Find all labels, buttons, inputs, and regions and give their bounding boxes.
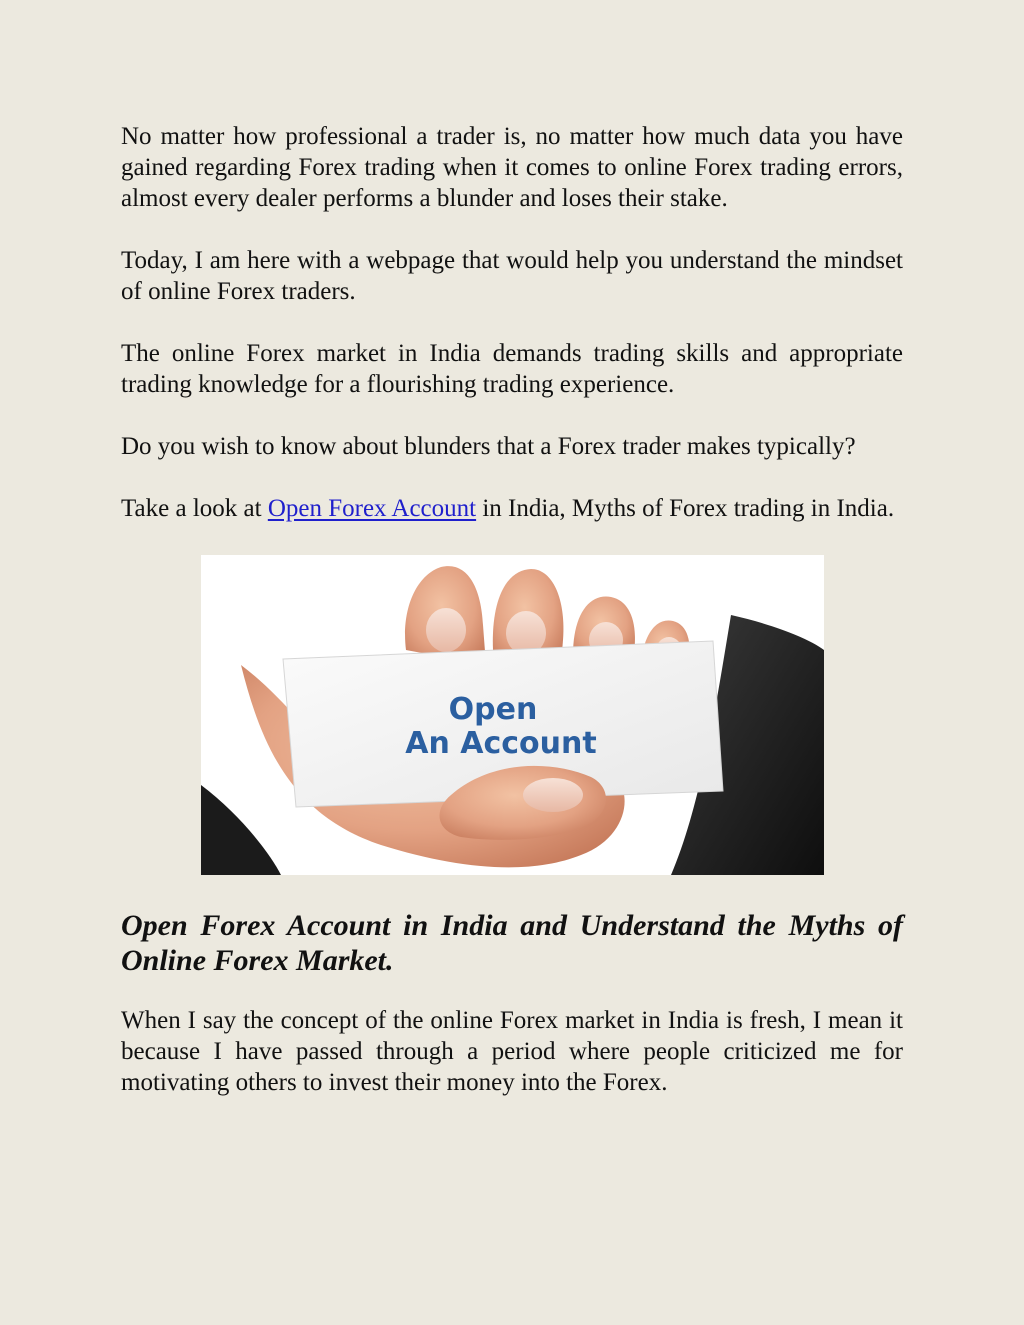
closing-paragraph: When I say the concept of the online Forex market in India is fresh, I mean it because I have passed through a period where people criticized me for motivating others to invest their money into the Forex.: [121, 1007, 903, 1096]
take-a-look-paragraph: [121, 493, 903, 524]
intro-paragraph: No matter how professional a trader is, no matter how much data you have gained regarding Forex trading when it comes to online Forex trading errors, almost every dealer performs a blunder and loses their stake.: [121, 123, 903, 212]
mindset-paragraph: Today, I am here with a webpage that would help you understand the mindset of online Forex traders.: [121, 247, 903, 305]
card-text-line2: An Account: [405, 726, 597, 761]
take-a-look-prefix: Take a look at: [121, 495, 268, 522]
shadow-shape: [201, 785, 281, 875]
blunders-question-paragraph: Do you wish to know about blunders that a Forex trader makes typically?: [121, 433, 856, 460]
card-text-line1: Open: [448, 692, 538, 727]
hand-holding-card-illustration: [201, 555, 824, 875]
nail-thumb: [523, 778, 583, 812]
open-account-card-image: [201, 555, 824, 875]
article-body: [121, 121, 903, 1129]
take-a-look-suffix: in India, Myths of Forex trading in India.: [476, 495, 895, 522]
nail-index: [426, 608, 466, 652]
open-forex-account-link[interactable]: Open Forex Account: [267, 495, 477, 522]
section-heading: Open Forex Account in India and Understand the Myths of Online Forex Market.: [121, 909, 903, 977]
market-paragraph: The online Forex market in India demands trading skills and appropriate trading knowledge for a flourishing trading experience.: [121, 340, 903, 398]
